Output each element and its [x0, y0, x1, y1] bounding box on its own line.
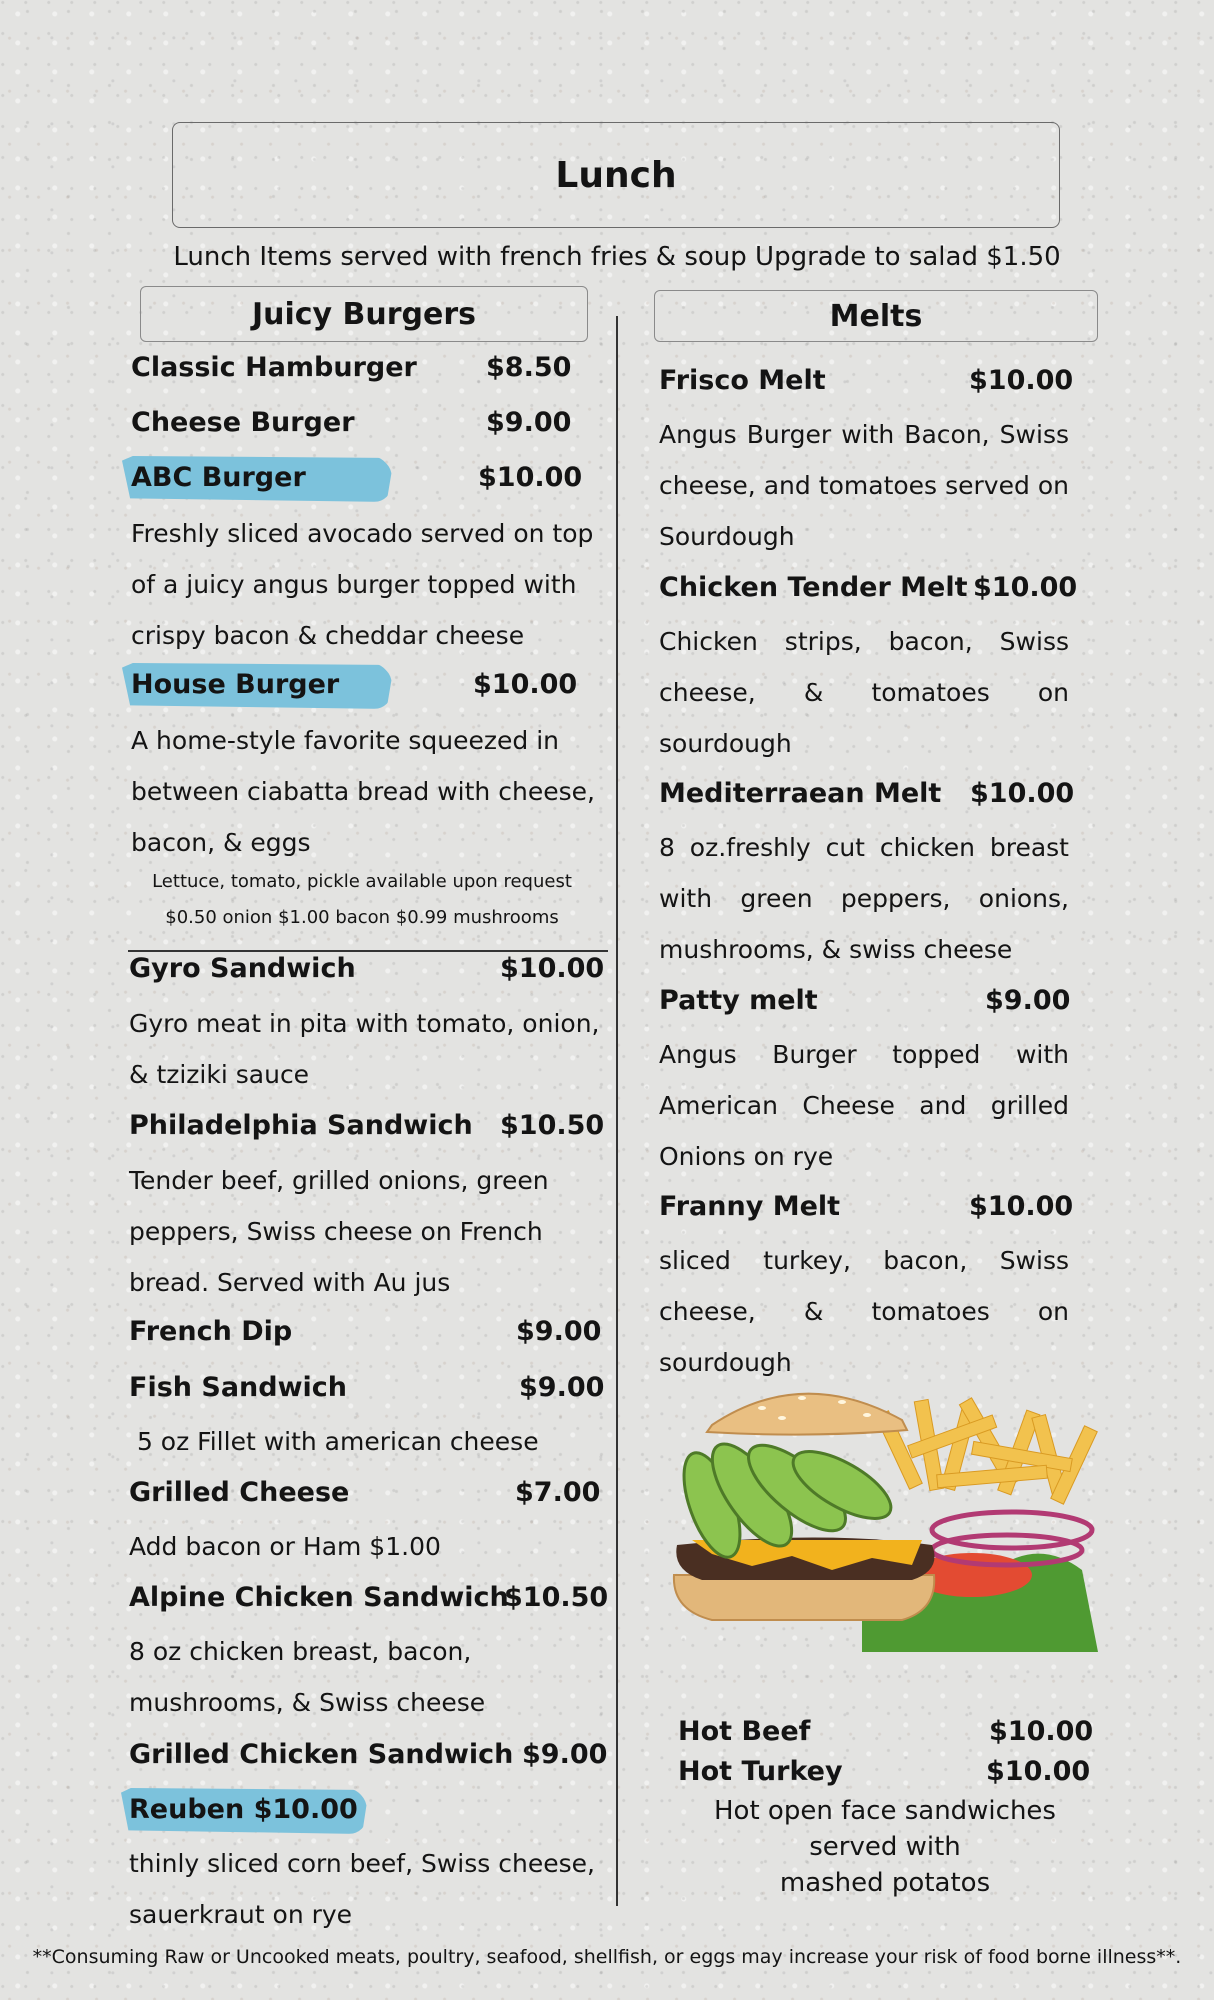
item-name-classic-hamburger: Classic Hamburger	[131, 352, 417, 383]
item-name-fish-sandwich: Fish Sandwich	[129, 1372, 348, 1403]
item-price-frisco-melt: $10.00	[969, 365, 1074, 396]
item-price-house-burger: $10.00	[473, 669, 578, 700]
item-desc-line: sourdough	[659, 729, 792, 758]
item-price-chicken-tender-melt: $10.00	[973, 572, 1078, 603]
item-desc-patty-melt	[659, 1029, 1069, 1182]
item-desc-line: Angus Burger topped with	[659, 1040, 1069, 1069]
item-price-mediterraean-melt: $10.00	[970, 778, 1075, 809]
item-desc-line: A home-style favorite squeezed in	[131, 726, 560, 755]
item-desc-grilled-cheese: Add bacon or Ham $1.00	[129, 1532, 441, 1561]
item-desc-chicken-tender-melt	[659, 616, 1069, 769]
page-title: Lunch	[555, 154, 677, 196]
item-name-mediterraean-melt: Mediterraean Melt	[659, 778, 942, 809]
section-divider	[128, 950, 608, 952]
item-name-cheese-burger: Cheese Burger	[131, 407, 355, 438]
item-price-cheese-burger: $9.00	[486, 407, 572, 438]
item-name-abc-burger: ABC Burger	[131, 462, 306, 493]
item-desc-frisco-melt	[659, 409, 1069, 562]
item-price-alpine-chicken: $10.50	[504, 1582, 609, 1613]
item-desc-mediterraean-melt	[659, 822, 1069, 975]
item-name-patty-melt: Patty melt	[659, 985, 818, 1016]
item-desc-line: bread. Served with Au jus	[129, 1268, 451, 1297]
item-name-chicken-tender-melt: Chicken Tender Melt	[659, 572, 968, 603]
section-heading-burgers-label: Juicy Burgers	[251, 296, 477, 332]
item-name-philadelphia: Philadelphia Sandwich	[129, 1110, 473, 1141]
item-desc-line: mushrooms, & swiss cheese	[659, 935, 1013, 964]
item-desc-line: Angus Burger with Bacon, Swiss	[659, 420, 1069, 449]
hot-desc-line: mashed potatos	[779, 1868, 991, 1898]
item-price-hot-beef: $10.00	[989, 1716, 1094, 1747]
item-name-alpine-chicken: Alpine Chicken Sandwich	[129, 1582, 509, 1613]
item-price-gyro: $10.00	[500, 953, 605, 984]
item-desc-line: & tziziki sauce	[129, 1060, 310, 1089]
item-desc-line: sliced turkey, bacon, Swiss	[659, 1246, 1069, 1275]
item-desc-line: Freshly sliced avocado served on top	[131, 519, 594, 548]
item-name-franny-melt: Franny Melt	[659, 1191, 841, 1222]
item-price-abc-burger: $10.00	[478, 462, 583, 493]
hot-sandwich-desc	[680, 1793, 1090, 1901]
hot-desc-line: served with	[809, 1832, 961, 1862]
item-price-patty-melt: $9.00	[985, 985, 1071, 1016]
item-price-grilled-chicken: $9.00	[522, 1739, 608, 1770]
column-divider	[616, 316, 618, 1906]
section-heading-burgers	[140, 286, 588, 342]
food-safety-disclaimer: **Consuming Raw or Uncooked meats, poultry, seafood, shellfish, or eggs may increase your risk of food borne illness**.	[32, 1946, 1182, 1968]
item-name-grilled-chicken: Grilled Chicken Sandwich	[129, 1739, 514, 1770]
item-desc-line: mushrooms, & Swiss cheese	[129, 1688, 486, 1717]
item-name-grilled-cheese: Grilled Cheese	[129, 1477, 350, 1508]
item-desc-abc-burger	[131, 508, 593, 661]
item-price-hot-turkey: $10.00	[986, 1756, 1091, 1787]
item-desc-line: Sourdough	[659, 522, 795, 551]
section-heading-melts-label: Melts	[829, 298, 923, 334]
burger-addons-note	[131, 864, 593, 936]
item-desc-line: American Cheese and grilled	[659, 1091, 1069, 1120]
item-desc-house-burger	[131, 715, 595, 868]
item-desc-line: bacon, & eggs	[131, 828, 311, 857]
item-desc-line: Gyro meat in pita with tomato, onion,	[129, 1009, 600, 1038]
item-price-philadelphia: $10.50	[500, 1110, 605, 1141]
addons-note-line: $0.50 onion $1.00 bacon $0.99 mushrooms	[165, 907, 559, 928]
item-price-grilled-cheese: $7.00	[515, 1477, 601, 1508]
item-desc-line: of a juicy angus burger topped with	[131, 570, 577, 599]
item-price-fish-sandwich: $9.00	[519, 1372, 605, 1403]
item-desc-line: cheese, and tomatoes served on	[659, 471, 1069, 500]
item-desc-line: sauerkraut on rye	[129, 1900, 353, 1929]
title-box	[172, 122, 1060, 228]
item-name-gyro: Gyro Sandwich	[129, 953, 356, 984]
item-desc-line: sourdough	[659, 1348, 792, 1377]
item-desc-line: cheese, & tomatoes on	[659, 678, 1069, 707]
item-desc-line: 8 oz.freshly cut chicken breast	[659, 833, 1069, 862]
item-desc-line: between ciabatta bread with cheese,	[131, 777, 595, 806]
item-desc-line: 8 oz chicken breast, bacon,	[129, 1637, 472, 1666]
item-name-hot-beef: Hot Beef	[678, 1716, 811, 1747]
item-desc-franny-melt	[659, 1235, 1069, 1388]
item-desc-philadelphia	[129, 1155, 549, 1308]
item-name-hot-turkey: Hot Turkey	[678, 1756, 843, 1787]
item-desc-line: crispy bacon & cheddar cheese	[131, 621, 525, 650]
item-price-franny-melt: $10.00	[969, 1191, 1074, 1222]
item-desc-line: Tender beef, grilled onions, green	[129, 1166, 549, 1195]
item-desc-line: cheese, & tomatoes on	[659, 1297, 1069, 1326]
item-desc-fish-sandwich: 5 oz Fillet with american cheese	[129, 1427, 539, 1456]
item-price-french-dip: $9.00	[516, 1316, 602, 1347]
item-desc-gyro	[129, 998, 599, 1100]
item-desc-line: thinly sliced corn beef, Swiss cheese,	[129, 1849, 595, 1878]
item-name-frisco-melt: Frisco Melt	[659, 365, 826, 396]
item-desc-reuben	[129, 1838, 595, 1940]
item-name-french-dip: French Dip	[129, 1316, 293, 1347]
addons-note-line: Lettuce, tomato, pickle available upon request	[152, 871, 572, 892]
item-desc-line: peppers, Swiss cheese on French	[129, 1217, 543, 1246]
hot-desc-line: Hot open face sandwiches	[714, 1796, 1056, 1826]
item-name-house-burger: House Burger	[131, 669, 340, 700]
burger-fries-photo	[672, 1370, 1098, 1652]
item-desc-line: Chicken strips, bacon, Swiss	[659, 627, 1069, 656]
item-name-reuben: Reuben $10.00	[129, 1794, 358, 1825]
item-desc-line: Onions on rye	[659, 1142, 834, 1171]
item-desc-line: with green peppers, onions,	[659, 884, 1069, 913]
section-heading-melts	[654, 290, 1098, 342]
item-desc-alpine-chicken	[129, 1626, 485, 1728]
item-price-classic-hamburger: $8.50	[486, 352, 572, 383]
subtitle: Lunch Items served with french fries & soup Upgrade to salad $1.50	[173, 242, 1061, 272]
